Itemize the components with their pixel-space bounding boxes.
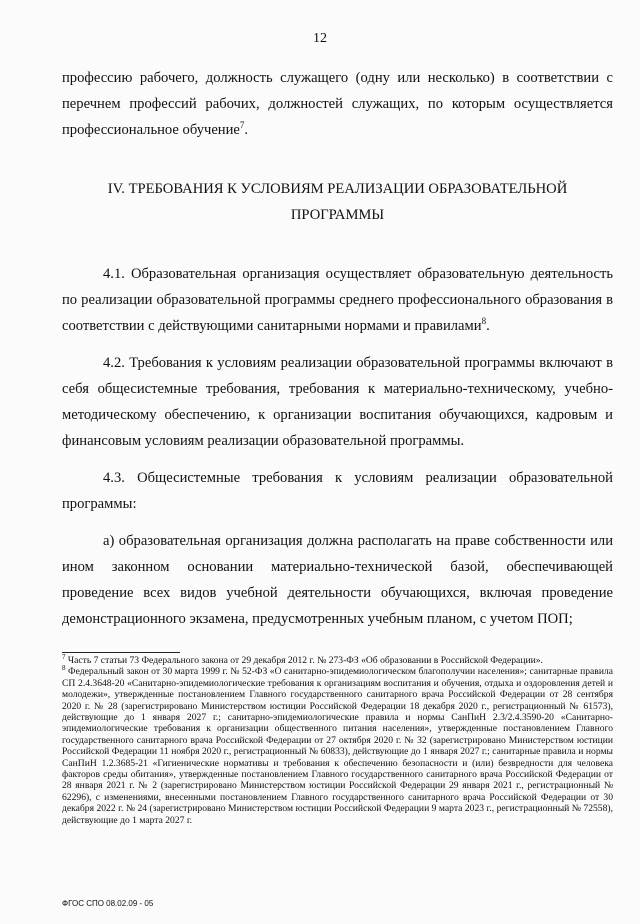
intro-end: . bbox=[244, 122, 249, 138]
footnote-separator bbox=[62, 652, 180, 653]
paragraph-4-3-a: а) образовательная организация должна располагать на праве собственности или ином законном основании материально-технической базой, обеспечивающей проведение всех видов учебной деятельности обучающихся, включая проведение демонстрационного экзамена, предусмотренных учебным планом, с учетом ПОП; bbox=[62, 533, 613, 627]
main-text bbox=[62, 65, 613, 632]
footnote-mark: 7 bbox=[62, 652, 66, 661]
footnote-text: Часть 7 статьи 73 Федерального закона от 29 декабря 2012 г. № 273-ФЗ «Об образовании в Российской Федерации». bbox=[65, 655, 543, 666]
footnote-ref-7: 7 bbox=[239, 120, 245, 131]
intro-text: профессию рабочего, должность служащего (одну или несколько) в соответствии с перечнем профессий рабочих, должностей служащих, по которым осуществляется профессиональное обучение bbox=[62, 70, 613, 138]
footnote-mark: 8 bbox=[62, 664, 66, 673]
paragraph-4-2: 4.2. Требования к условиям реализации образовательной программы включают в себя общесистемные требования, требования к материально-техническому, учебно-методическому обеспечению, к организации воспитания обучающихся, кадровым и финансовым условиям реализации образовательной программы. bbox=[62, 355, 613, 449]
paragraph-4-3: 4.3. Общесистемные требования к условиям реализации образовательной программы: bbox=[62, 470, 613, 512]
footnote-8 bbox=[62, 666, 613, 826]
footnotes bbox=[62, 652, 613, 826]
intro-paragraph bbox=[62, 65, 613, 143]
paragraph-4-1 bbox=[62, 261, 613, 339]
footnote-7 bbox=[62, 652, 613, 666]
footnote-ref-8: 8 bbox=[481, 316, 487, 327]
paragraph-4-1-end: . bbox=[486, 318, 490, 334]
paragraph-4-1-text: 4.1. Образовательная организация осуществляет образовательную деятельность по реализации образовательной программы среднего профессионального образования в соответствии с действующими санитарными нормами и правилами bbox=[62, 266, 613, 334]
page-number: 12 bbox=[313, 31, 327, 46]
footnote-text: Федеральный закон от 30 марта 1999 г. № 52-ФЗ «О санитарно-эпидемиологическом благополучии населения»; санитарные правила СП 2.4.3648-20 «Санитарно-эпидемиологические требования к организациям воспитания и обучения, отдыха и оздоровления детей и молодежи», утвержденные постановлением Главного государственного санитарного врача Российской Федерации от 28 сентября 2020 г. № 28 (зарегистрировано Министерством юстиции Российской Федерации 18 декабря 2020 г., регистрационный № 61573), действующие до 1 января 2027 г.; санитарно-эпидемиологические правила и нормы СанПиН 2.3/2.4.3590-20 «Санитарно-эпидемиологические требования к организации общественного питания населения», утвержденные постановлением Главного государственного санитарного врача Российской Федерации от 27 октября 2020 г. № 32 (зарегистрировано Министерством юстиции Российской Федерации 11 ноября 2020 г., регистрационный № 60833), действующие до 1 января 2027 г.; санитарные правила и нормы СанПиН 1.2.3685-21 «Гигиенические нормативы и требования к обеспечению безопасности и (или) безвредности для человека факторов среды обитания», утвержденные постановлением Главного государственного санитарного врача Российской Федерации от 28 января 2021 г. № 2 (зарегистрировано Министерством юстиции Российской Федерации 29 января 2021 г., регистрационный № 62296), с изменениями, внесенными постановлением Главного государственного санитарного врача Российской Федерации от 30 декабря 2022 г. № 24 (зарегистрировано Министерством юстиции Российской Федерации 9 марта 2023 г., регистрационный № 72558), действующие до 1 марта 2027 г. bbox=[62, 666, 613, 826]
section-heading: IV. ТРЕБОВАНИЯ К УСЛОВИЯМ РЕАЛИЗАЦИИ ОБРАЗОВАТЕЛЬНОЙ ПРОГРАММЫ bbox=[107, 181, 568, 223]
document-code: ФГОС СПО 08.02.09 - 05 bbox=[62, 899, 154, 908]
